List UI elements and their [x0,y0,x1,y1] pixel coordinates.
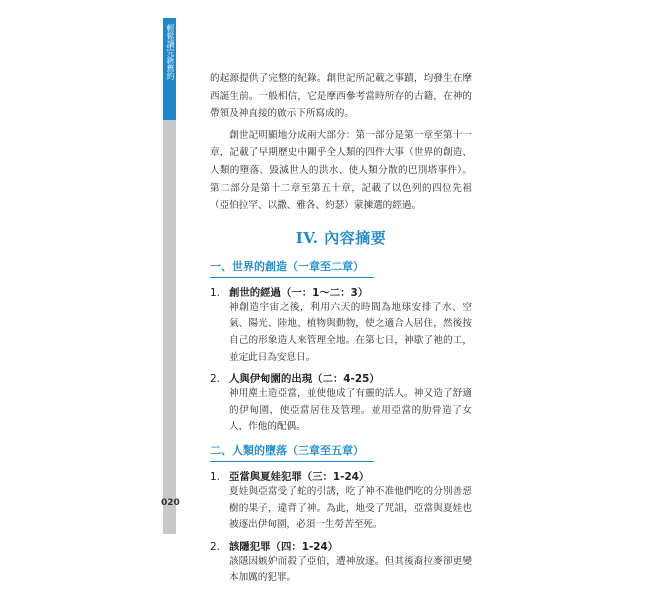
item-number: 2. [210,373,220,386]
item-number: 1. [210,286,220,299]
item-number: 1. [210,470,220,483]
subsection-heading: 二、人類的墮落（三章至五章） [210,442,374,462]
item-heading [210,284,472,299]
item-title: 人與伊甸園的出現（二：4-25） [229,373,380,386]
item-body: 神創造宇宙之後，利用六天的時間為地球安排了水、空氣、陽光、陸地、植物與動物，使之適合人居住，然後按自己的形象造人來管理全地。在第七日，神歇了祂的工，並定此日為安息日。 [229,301,472,363]
intro-paragraph-2: 創世記明顯地分成兩大部分：第一部分是第一章至第十一章，記載了早期歷史中關乎全人類的四件大事（世界的創造、人類的墮落、毀滅世人的洪水、使人類分散的巴別塔事件）。第二部分是第十二章至第五十章，記載了以色列的四位先祖（亞伯拉罕、以撒、雅各、約瑟）蒙揀選的經過。 [210,129,472,212]
item-body: 該隱因嫉妒而殺了亞伯，遭神放逐。但其後裔拉麥卻更變本加厲的犯罪。 [229,555,472,584]
side-tab [163,18,176,120]
item-title: 創世的經過（一：1～二：3） [229,286,369,299]
item-title: 該隱犯罪（四：1-24） [229,540,339,553]
item-heading [210,370,472,385]
side-tab-label: 輕鬆讀完新舊約 [166,24,175,80]
page-content [210,70,472,590]
item-body: 神用塵土造亞當，並使他成了有靈的活人。神又造了舒適的伊甸園，使亞當居住及管理。並用亞當的肋骨造了女人，作他的配偶。 [229,388,472,433]
item-title: 亞當與夏娃犯罪（三：1-24） [229,470,370,483]
item-number: 2. [210,540,220,553]
item-body: 夏娃與亞當受了蛇的引誘，吃了神不准他們吃的分別善惡樹的果子，違背了神。為此，地受了咒詛，亞當與夏娃也被逐出伊甸園，必須一生勞苦至死。 [229,485,472,531]
side-strip [163,18,176,534]
item-heading [210,468,472,483]
intro-paragraph-1: 的起源提供了完整的紀錄。創世記所記載之事蹟，均發生在摩西誕生前。一般相信，它是摩西參考當時所存的古籍，在神的帶領及神直接的啟示下所寫成的。 [210,73,472,120]
subsection-heading: 一、世界的創造（一章至二章） [210,258,374,278]
item-heading [210,538,472,553]
section-title: IV. 內容摘要 [295,228,387,247]
page-number: 020 [161,498,180,508]
